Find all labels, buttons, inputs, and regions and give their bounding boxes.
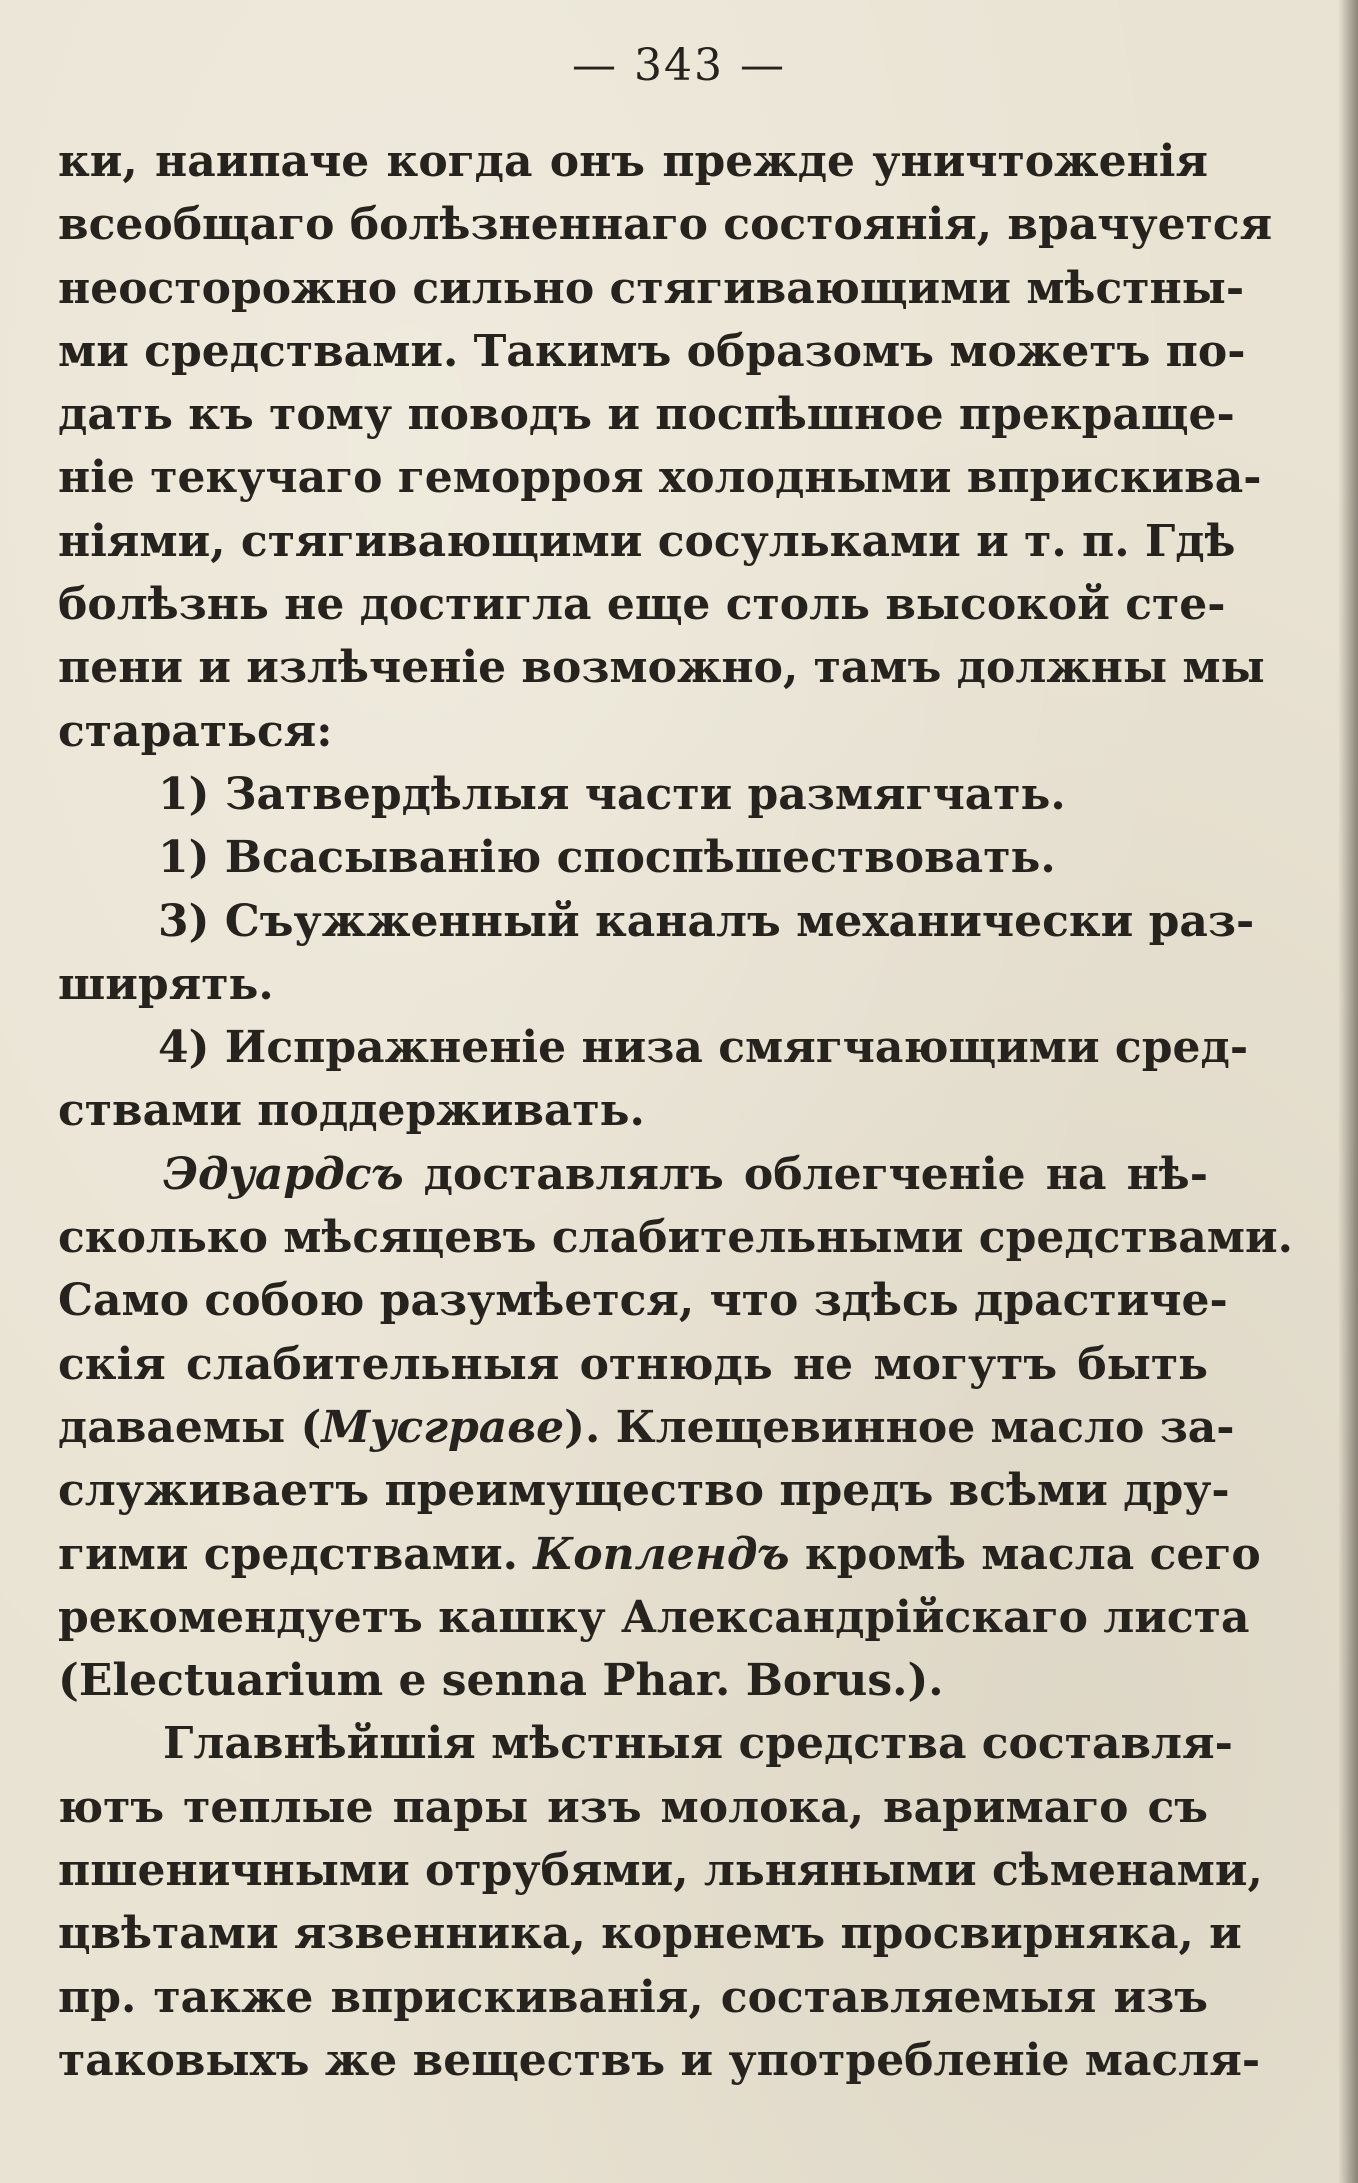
text-line: пшеничными отрубями, льняными сѣменами, xyxy=(58,1845,1263,1897)
list-item: 1) Затвердѣлыя части размягчать. xyxy=(158,768,1066,820)
text-line: пр. также вприскиванія, составляемыя изъ xyxy=(58,1971,1208,2023)
text-line: ніе текучаго геморроя холодными вприскива- xyxy=(58,452,1262,504)
author-name: Коплендъ xyxy=(533,1528,790,1580)
text-segment: доставлялъ облегченіе на нѣ- xyxy=(403,1148,1208,1200)
author-name: Мусграве xyxy=(321,1401,565,1453)
text-line: ютъ теплые пары изъ молока, варимаго съ xyxy=(58,1781,1208,1833)
text-line: таковыхъ же веществъ и употребленіе масля- xyxy=(58,2034,1261,2086)
text-line: дать къ тому поводъ и поспѣшное прекраще- xyxy=(58,389,1235,441)
list-item: 1) Всасыванію споспѣшествовать. xyxy=(158,832,1056,884)
text-line: служиваетъ преимущество предъ всѣми дру- xyxy=(58,1465,1230,1517)
text-line: стараться: xyxy=(58,705,333,757)
text-line: неосторожно сильно стягивающими мѣстны- xyxy=(58,262,1245,314)
list-item: 4) Испражненіе низа смягчающими сред- xyxy=(158,1022,1249,1074)
text-line: ки, наипаче когда онъ прежде уничтоженія xyxy=(58,136,1208,187)
text-line xyxy=(58,1396,1235,1459)
text-segment: даваемы ( xyxy=(58,1401,322,1453)
text-line: (Electuarium e senna Phar. Borus.). xyxy=(58,1655,944,1707)
text-line xyxy=(58,1523,1261,1586)
text-line: пени и излѣченіе возможно, тамъ должны мы xyxy=(58,642,1265,694)
text-line: рекомендуетъ кашку Александрійскаго листа xyxy=(58,1591,1250,1643)
text-line: Само собою разумѣется, что здѣсь драстиче- xyxy=(58,1275,1228,1327)
text-line: болѣзнь не достигла еще столь высокой сте- xyxy=(58,579,1226,631)
text-line: ніями, стягивающими сосульками и т. п. Гдѣ xyxy=(58,515,1236,567)
paragraph-start: Главнѣйшія мѣстныя средства составля- xyxy=(163,1718,1233,1770)
text-segment: ). Клещевинное масло за- xyxy=(564,1401,1235,1453)
paragraph-start xyxy=(58,1143,1208,1206)
text-line: скія слабительныя отнюдь не могутъ быть xyxy=(58,1338,1208,1390)
page-number: — 343 — xyxy=(572,40,786,91)
text-segment: кромѣ масла сего xyxy=(789,1528,1261,1580)
author-name: Эдуардсъ xyxy=(163,1148,404,1200)
text-line: ширять. xyxy=(58,958,274,1010)
text-line: цвѣтами язвенника, корнемъ просвирняка, и xyxy=(58,1908,1242,1960)
text-line: ствами поддерживать. xyxy=(58,1085,645,1137)
text-line: сколько мѣсяцевъ слабительными средствами. xyxy=(58,1212,1293,1264)
text-line: ми средствами. Такимъ образомъ можетъ по- xyxy=(58,325,1246,377)
list-item: 3) Съужженный каналъ механически раз- xyxy=(158,895,1255,947)
body-text xyxy=(58,130,1293,2092)
text-segment: гими средствами. xyxy=(58,1528,534,1580)
text-line: всеобщаго болѣзненнаго состоянія, врачуется xyxy=(58,199,1273,251)
